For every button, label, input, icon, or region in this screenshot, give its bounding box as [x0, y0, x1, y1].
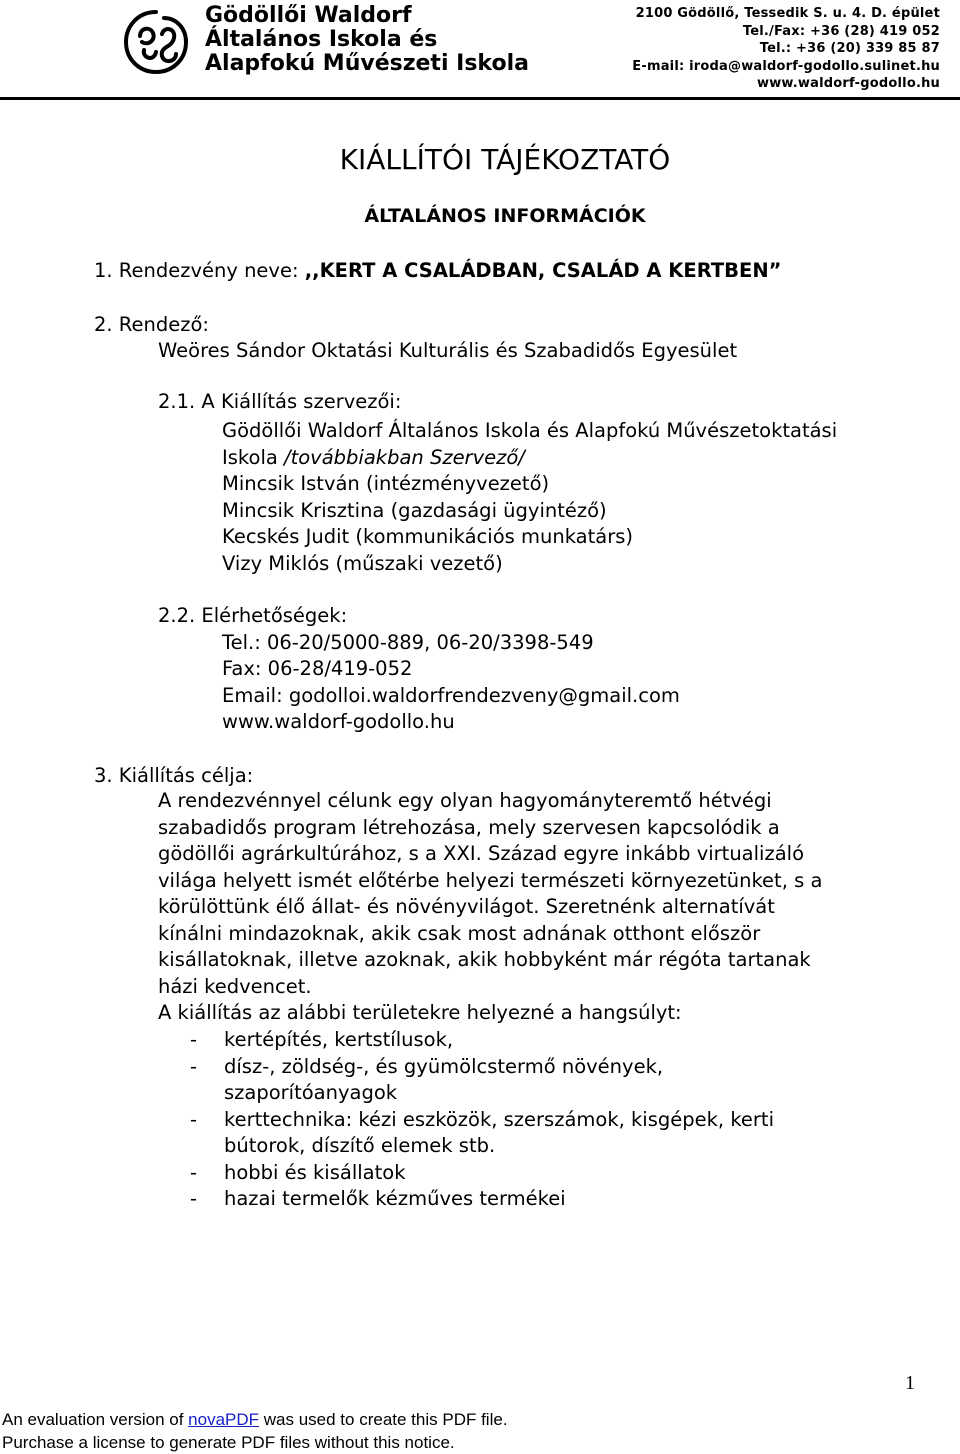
item2-label: 2. Rendező:	[94, 313, 209, 336]
paragraph-line: gödöllői agrárkultúrához, s a XXI. Század egyre inkább virtualizáló	[158, 842, 804, 865]
list-item-text: bútorok, díszítő elemek stb.	[224, 1134, 496, 1157]
school-name	[205, 4, 529, 76]
item21-person: Vizy Miklós (műszaki vezető)	[222, 552, 503, 575]
item3-label: 3. Kiállítás célja:	[94, 764, 254, 787]
item21-org-line-2	[222, 446, 525, 470]
contact-address: 2100 Gödöllő, Tessedik S. u. 4. D. épület	[635, 6, 940, 21]
footer-text: was used to create this PDF file.	[259, 1410, 508, 1429]
item22-email: Email: godolloi.waldorfrendezveny@gmail.com	[222, 684, 680, 707]
list-item	[190, 1054, 910, 1107]
paragraph-line: A rendezvénnyel célunk egy olyan hagyományteremtő hétvégi	[158, 789, 772, 812]
item3-paragraph	[158, 788, 918, 1027]
item1	[94, 259, 781, 283]
paragraph-line: világa helyett ismét előtérbe helyezi természeti környezetünket, s a	[158, 868, 823, 892]
school-name-line-3: Alapfokú Művészeti Iskola	[205, 51, 529, 76]
item21-person: Kecskés Judit (kommunikációs munkatárs)	[222, 525, 633, 548]
waldorf-spiral-logo-icon	[120, 6, 192, 78]
item21-person: Mincsik István (intézményvezető)	[222, 472, 550, 495]
school-name-line-1: Gödöllői Waldorf	[205, 3, 412, 28]
contact-tel: Tel.: +36 (20) 339 85 87	[759, 41, 940, 56]
page-number: 1	[905, 1372, 915, 1394]
footer-line-2: Purchase a license to generate PDF files without this notice.	[2, 1433, 455, 1452]
item22-website: www.waldorf-godollo.hu	[222, 710, 455, 733]
letterhead	[0, 0, 960, 105]
list-item-text: hazai termelők kézműves termékei	[224, 1187, 566, 1210]
document-subtitle: ÁLTALÁNOS INFORMÁCIÓK	[364, 205, 646, 227]
item21-org-line-2-plain: Iskola	[222, 446, 285, 469]
bullet-dash: -	[190, 1054, 198, 1078]
document-title: KIÁLLÍTÓI TÁJÉKOZTATÓ	[339, 143, 671, 176]
item1-label: 1. Rendezvény neve:	[94, 259, 299, 282]
bullet-dash: -	[190, 1187, 198, 1210]
list-item	[190, 1160, 910, 1187]
paragraph-line: kínálni mindazoknak, akik csak most adnának otthont először	[158, 921, 761, 945]
item1-value: ,,KERT A CSALÁDBAN, CSALÁD A KERTBEN”	[304, 259, 782, 282]
contact-tel-fax: Tel./Fax: +36 (28) 419 052	[742, 23, 940, 39]
contact-email: E-mail: iroda@waldorf-godollo.sulinet.hu	[632, 58, 940, 74]
list-item-text: dísz-, zöldség-, és gyümölcstermő növények,	[224, 1054, 664, 1078]
item21-label: 2.1. A Kiállítás szervezői:	[158, 390, 402, 413]
item2-value: Weöres Sándor Oktatási Kulturális és Szabadidős Egyesület	[158, 339, 738, 362]
footer-line-1	[2, 1408, 508, 1431]
item21-person: Mincsik Krisztina (gazdasági ügyintéző)	[222, 499, 607, 522]
evaluation-footer	[2, 1408, 508, 1454]
paragraph-line: körülöttünk élő állat- és növényvilágot. Szeretnénk alternatívát	[158, 895, 775, 918]
bullet-dash: -	[190, 1160, 198, 1184]
footer-text: An evaluation version of	[2, 1410, 189, 1429]
list-item	[190, 1107, 910, 1160]
paragraph-line: szabadidős program létrehozása, mely szervesen kapcsolódik a	[158, 815, 780, 839]
header-divider	[0, 97, 960, 100]
item22-phone: Tel.: 06-20/5000-889, 06-20/3398-549	[222, 631, 594, 654]
item22-label: 2.2. Elérhetőségek:	[158, 604, 348, 627]
bullet-dash: -	[190, 1107, 198, 1131]
bullet-dash: -	[190, 1028, 198, 1051]
list-item-text: kerttechnika: kézi eszközök, szerszámok, kisgépek, kerti	[224, 1107, 774, 1131]
novapdf-link[interactable]: novaPDF	[188, 1410, 260, 1429]
item21-org-line: Gödöllői Waldorf Általános Iskola és Alapfokú Művészetoktatási	[222, 419, 838, 442]
list-item	[190, 1186, 910, 1213]
school-name-line-2: Általános Iskola és	[205, 27, 438, 52]
focus-area-list	[190, 1027, 910, 1213]
contact-website: www.waldorf-godollo.hu	[756, 76, 940, 91]
list-item-text: szaporítóanyagok	[224, 1081, 398, 1104]
item21-org-line-2-italic: /továbbiakban Szervező/	[284, 446, 525, 469]
list-item-text: kertépítés, kertstílusok,	[224, 1028, 454, 1051]
list-item	[190, 1027, 910, 1054]
list-item-text: hobbi és kisállatok	[224, 1160, 406, 1184]
paragraph-line: házi kedvencet.	[158, 974, 312, 998]
contact-block	[632, 5, 940, 93]
item22-fax: Fax: 06-28/419-052	[222, 657, 413, 680]
paragraph-line: kisállatoknak, illetve azoknak, akik hobbyként már régóta tartanak	[158, 948, 811, 971]
paragraph-line: A kiállítás az alábbi területekre helyezné a hangsúlyt:	[158, 1001, 682, 1024]
